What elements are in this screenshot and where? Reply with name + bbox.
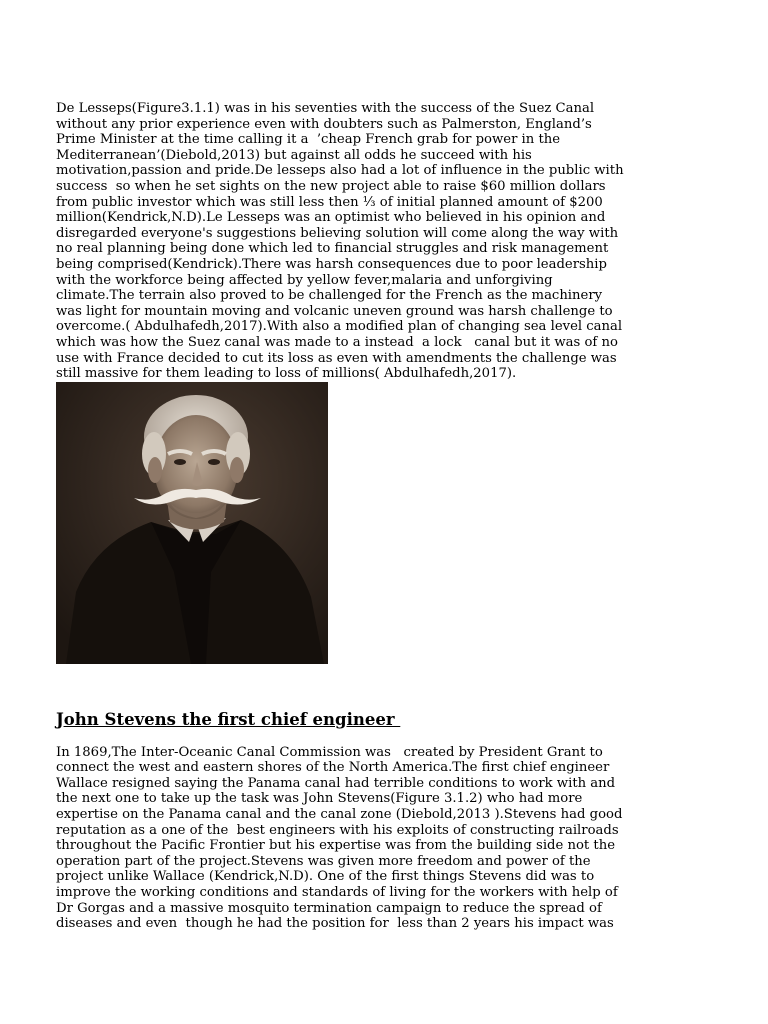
portrait-photo [56, 382, 328, 664]
paragraph-de-lesseps: De Lesseps(Figure3.1.1) was in his seventies with the success of the Suez Canal without any prior experience even with doubters such as Palmerston, England’s Prime Minister at the time calling it a ’cheap French grab for power in the Mediterranean’(Diebold,2013) but against all odds he succeed with his motivation,passion and pride.De lesseps also had a lot of influence in the public with success so when he set sights on the new project able to raise $60 million dollars from public investor which was still less then ⅓ of initial planned amount of $200 million(Kendrick,N.D).Le Lesseps was an optimist who believed in his opinion and disregarded everyone's suggestions believing solution will come along the way with no real planning being done which led to financial struggles and risk management being comprised(Kendrick).There was harsh consequences due to poor leadership with the workforce being affected by yellow fever,malaria and unforgiving climate.The terrain also proved to be challenged for the French as the machinery was light for mountain moving and volcanic uneven ground was harsh challenge to overcome.( Abdulhafedh,2017).With also a modified plan of changing sea level canal which was how the Suez canal was made to a instead a lock canal but it was of no use with France decided to cut its loss as even with amendments the challenge was still massive for them leading to loss of millions( Abdulhafedh,2017). [56, 101, 624, 382]
section-heading: John Stevens the first chief engineer [56, 709, 401, 729]
document-page [56, 101, 670, 932]
paragraph-john-stevens: In 1869,The Inter-Oceanic Canal Commission was created by President Grant to connect the west and eastern shores of the North America.The first chief engineer Wallace resigned saying the Panama canal had terrible conditions to work with and the next one to take up the task was John Stevens(Figure 3.1.2) who had more expertise on the Panama canal and the canal zone (Diebold,2013 ).Stevens had good reputation as a one of the best engineers with his exploits of constructing railroads throughout the Pacific Frontier but his expertise was from the building side not the operation part of the project.Stevens was given more freedom and power of the project unlike Wallace (Kendrick,N.D). One of the first things Stevens did was to improve the working conditions and standards of living for the workers with help of Dr Gorgas and a massive mosquito termination campaign to reduce the spread of diseases and even though he had the position for less than 2 years his impact was [56, 744, 623, 932]
